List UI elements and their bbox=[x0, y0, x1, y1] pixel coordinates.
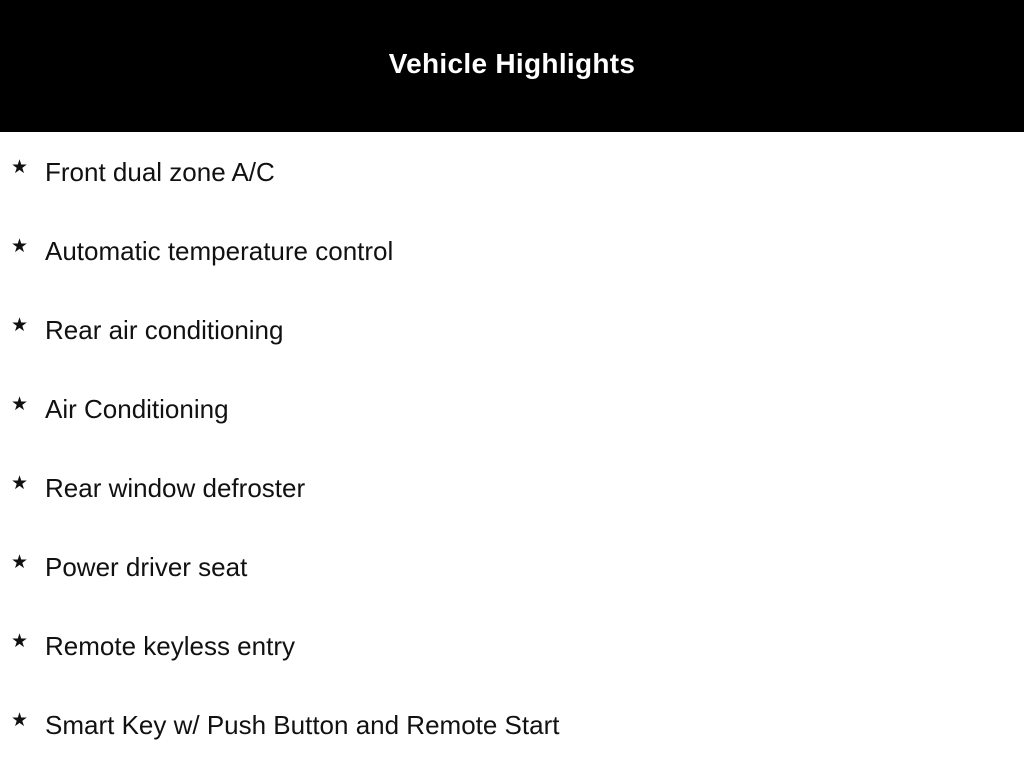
list-item bbox=[0, 468, 1000, 508]
list-item bbox=[0, 389, 1000, 429]
highlight-label: Air Conditioning bbox=[45, 394, 229, 424]
star-icon: ★ bbox=[11, 394, 29, 415]
list-item bbox=[0, 310, 1000, 350]
star-icon: ★ bbox=[11, 552, 29, 573]
list-item bbox=[0, 705, 1000, 745]
list-item bbox=[0, 152, 1000, 192]
star-icon: ★ bbox=[11, 473, 29, 494]
star-icon: ★ bbox=[11, 157, 29, 178]
page-title: Vehicle Highlights bbox=[388, 48, 636, 79]
highlight-label: Rear air conditioning bbox=[45, 315, 284, 345]
star-icon: ★ bbox=[11, 631, 29, 652]
highlight-label: Automatic temperature control bbox=[45, 236, 394, 266]
highlight-label: Smart Key w/ Push Button and Remote Start bbox=[45, 710, 560, 740]
star-icon: ★ bbox=[11, 315, 29, 336]
star-icon: ★ bbox=[11, 710, 29, 731]
list-item bbox=[0, 231, 1000, 271]
header-bar bbox=[0, 0, 1024, 132]
highlight-label: Front dual zone A/C bbox=[45, 157, 275, 187]
highlight-label: Power driver seat bbox=[45, 552, 248, 582]
highlight-label: Remote keyless entry bbox=[45, 631, 295, 661]
highlights-list bbox=[0, 132, 1024, 768]
list-item bbox=[0, 626, 1000, 666]
highlight-label: Rear window defroster bbox=[45, 473, 306, 503]
list-item bbox=[0, 547, 1000, 587]
star-icon: ★ bbox=[11, 236, 29, 257]
